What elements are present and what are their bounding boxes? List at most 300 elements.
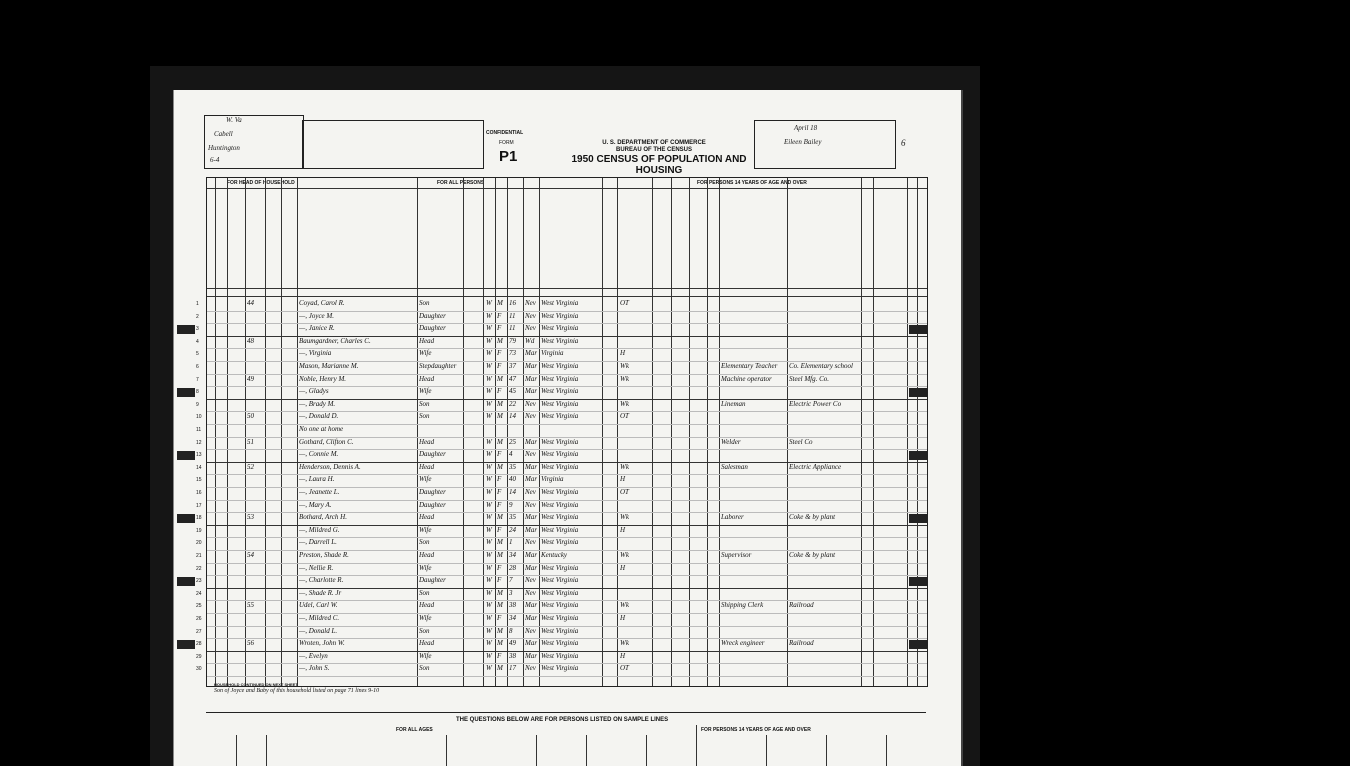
birthplace: West Virginia: [541, 387, 579, 396]
row-number: 10: [196, 414, 202, 421]
row-number: 20: [196, 540, 202, 547]
race: W: [486, 349, 492, 358]
table-row: [196, 399, 927, 411]
birthplace: West Virginia: [541, 462, 579, 471]
marital-status: Mar: [525, 639, 538, 648]
continued-label: HOUSEHOLD CONTINUED ON NEXT SHEET: [214, 682, 298, 687]
age: 16: [509, 299, 516, 307]
person-name: —, Jeanette L.: [299, 488, 340, 496]
race: W: [486, 626, 492, 635]
age: 17: [509, 664, 516, 673]
household-header: FOR HEAD OF HOUSEHOLD: [227, 180, 295, 186]
age: 14: [509, 488, 516, 496]
marital-status: Nev: [525, 588, 536, 597]
sex: M: [497, 588, 503, 597]
age: 4: [509, 450, 513, 459]
employment-status: OT: [620, 299, 629, 307]
race: W: [486, 588, 492, 597]
sex: F: [497, 387, 502, 396]
sample-line-marker: [909, 577, 927, 586]
address-box: [302, 120, 484, 169]
birthplace: West Virginia: [541, 488, 579, 496]
age: 25: [509, 437, 516, 446]
sample-title: THE QUESTIONS BELOW ARE FOR PERSONS LISTED ON SAMPLE LINES: [456, 717, 669, 723]
birthplace: West Virginia: [541, 324, 579, 333]
row-number: 8: [196, 389, 199, 396]
birthplace: West Virginia: [541, 399, 579, 408]
birthplace: West Virginia: [541, 299, 579, 307]
marital-status: Nev: [525, 576, 536, 585]
race: W: [486, 614, 492, 622]
dwelling-number: 50: [247, 412, 254, 421]
ed-value: 6-4: [210, 156, 220, 164]
rows-top-divider: [207, 296, 927, 297]
sex: F: [497, 311, 502, 320]
marital-status: Nev: [525, 324, 536, 333]
marital-status: Mar: [525, 525, 538, 534]
row-number: 5: [196, 351, 199, 358]
dwelling-number: 54: [247, 551, 254, 559]
row-number: 18: [196, 515, 202, 522]
race: W: [486, 475, 492, 484]
sex: M: [497, 551, 503, 559]
sex: M: [497, 399, 503, 408]
col-line: [696, 725, 697, 766]
sex: F: [497, 349, 502, 358]
col-line: [266, 735, 267, 766]
industry: Coke & by plant: [789, 513, 836, 522]
relationship: Son: [419, 664, 430, 673]
sex: F: [497, 488, 502, 496]
person-name: Bothard, Arch H.: [299, 513, 347, 522]
person-name: Preston, Shade R.: [299, 551, 349, 559]
employment-status: Wk: [620, 513, 629, 522]
birthplace: Virginia: [541, 349, 564, 358]
table-row: [196, 462, 927, 474]
race: W: [486, 601, 492, 610]
occupation: Salesman: [721, 462, 748, 471]
marital-status: Mar: [525, 475, 538, 484]
person-name: Udel, Carl W.: [299, 601, 338, 610]
age: 24: [509, 525, 516, 534]
birthplace: West Virginia: [541, 664, 579, 673]
marital-status: Mar: [525, 362, 538, 370]
relationship: Wife: [419, 651, 432, 660]
race: W: [486, 551, 492, 559]
sex: M: [497, 412, 503, 421]
person-name: Mason, Marianne M.: [299, 362, 359, 370]
sex: M: [497, 664, 503, 673]
employment-status: Wk: [620, 399, 629, 408]
sex: M: [497, 538, 503, 547]
row-number: 16: [196, 490, 202, 496]
table-row: [196, 550, 927, 562]
relationship: Wife: [419, 349, 432, 358]
census-sheet: [173, 90, 963, 766]
row-number: 2: [196, 313, 199, 320]
age: 73: [509, 349, 516, 358]
marital-status: Nev: [525, 450, 536, 459]
confidential-label: CONFIDENTIAL: [486, 130, 524, 136]
county-value: Cabell: [214, 130, 233, 138]
person-name: —, Janice R.: [299, 324, 335, 333]
table-row: [196, 525, 927, 537]
employment-status: Wk: [620, 601, 629, 610]
birthplace: West Virginia: [541, 601, 579, 610]
age: 8: [509, 626, 513, 635]
all-persons-header: FOR ALL PERSONS: [437, 180, 485, 186]
table-row: [196, 563, 927, 575]
marital-status: Mar: [525, 614, 538, 622]
row-number: 1: [196, 301, 199, 307]
row-number: 13: [196, 452, 202, 459]
person-name: —, Mildred C.: [299, 614, 340, 622]
age: 11: [509, 311, 516, 320]
relationship: Head: [419, 601, 435, 610]
col-line: [766, 735, 767, 766]
sample-line-marker: [909, 514, 927, 523]
age: 28: [509, 563, 516, 572]
table-row: [196, 374, 927, 386]
bureau-title: BUREAU OF THE CENSUS: [615, 147, 692, 153]
age: 45: [509, 387, 516, 396]
row-number: 21: [196, 553, 202, 559]
row-number: 17: [196, 502, 202, 509]
relationship: Son: [419, 412, 430, 421]
age: 3: [509, 588, 513, 597]
relationship: Head: [419, 336, 435, 345]
relationship: Head: [419, 551, 435, 559]
sample-line-marker: [177, 577, 195, 586]
birthplace: West Virginia: [541, 651, 579, 660]
relationship: Head: [419, 374, 435, 383]
employment-status: Wk: [620, 362, 629, 370]
household-note: Son of Joyce and Baby of this household listed on page 71 lines 9-10: [214, 688, 380, 694]
header-divider: [207, 188, 927, 189]
race: W: [486, 462, 492, 471]
table-row: [196, 424, 927, 436]
dwelling-number: 48: [247, 336, 254, 345]
col-line: [536, 735, 537, 766]
relationship: Wife: [419, 614, 432, 622]
person-name: —, Connie M.: [299, 450, 339, 459]
row-number: 29: [196, 653, 202, 660]
employment-status: H: [620, 614, 626, 622]
marital-status: Mar: [525, 437, 538, 446]
age: 35: [509, 462, 516, 471]
table-row: [196, 651, 927, 663]
person-name: Henderson, Dennis A.: [299, 462, 361, 471]
age: 7: [509, 576, 513, 585]
age: 34: [509, 551, 516, 559]
birthplace: West Virginia: [541, 513, 579, 522]
birthplace: West Virginia: [541, 525, 579, 534]
marital-status: Mar: [525, 374, 538, 383]
table-row: [196, 600, 927, 612]
person-name: —, Nellie R.: [299, 563, 334, 572]
race: W: [486, 387, 492, 396]
relationship: Son: [419, 588, 430, 597]
marital-status: Nev: [525, 299, 536, 307]
birthplace: West Virginia: [541, 362, 579, 370]
industry: Co. Elementary school: [789, 362, 853, 370]
birthplace: Virginia: [541, 475, 564, 484]
sex: F: [497, 324, 502, 333]
race: W: [486, 563, 492, 572]
sex: M: [497, 639, 503, 648]
sex: F: [497, 576, 502, 585]
race: W: [486, 525, 492, 534]
col-line: [236, 735, 237, 766]
table-row: [196, 411, 927, 423]
occupation: Machine operator: [721, 374, 772, 383]
birthplace: West Virginia: [541, 626, 579, 635]
sex: F: [497, 362, 502, 370]
row-divider: [207, 676, 927, 677]
relationship: Son: [419, 399, 430, 408]
industry: Electric Power Co: [789, 399, 842, 408]
occupation: Laborer: [721, 513, 744, 522]
table-row: [196, 323, 927, 335]
employment-status: OT: [620, 412, 629, 421]
table-row: [196, 613, 927, 625]
age: 47: [509, 374, 516, 383]
marital-status: Nev: [525, 399, 536, 408]
state-value: W. Va: [226, 116, 242, 124]
sample-age14: FOR PERSONS 14 YEARS OF AGE AND OVER: [701, 727, 811, 733]
sex: F: [497, 450, 502, 459]
dwelling-number: 55: [247, 601, 254, 610]
person-name: No one at home: [299, 425, 344, 433]
form-id: P1: [499, 148, 518, 165]
sample-line-marker: [909, 451, 927, 460]
relationship: Wife: [419, 387, 432, 396]
marital-status: Nev: [525, 626, 536, 635]
race: W: [486, 399, 492, 408]
table-row: [196, 663, 927, 675]
sex: M: [497, 462, 503, 471]
person-name: —, Virginia: [299, 349, 332, 358]
relationship: Daughter: [419, 500, 446, 509]
sample-all-ages: FOR ALL AGES: [396, 727, 433, 733]
person-name: —, Joyce M.: [299, 311, 334, 320]
race: W: [486, 488, 492, 496]
table-row: [196, 487, 927, 499]
age: 38: [509, 601, 516, 610]
age: 22: [509, 399, 516, 408]
person-name: —, Darrell L.: [299, 538, 337, 547]
relationship: Wife: [419, 563, 432, 572]
row-number: 4: [196, 338, 199, 345]
industry: Railroad: [789, 639, 814, 648]
person-name: Wroten, John W.: [299, 639, 345, 648]
birthplace: West Virginia: [541, 412, 579, 421]
occupation: Shipping Clerk: [721, 601, 764, 610]
sex: F: [497, 500, 502, 509]
birthplace: West Virginia: [541, 437, 579, 446]
marital-status: Mar: [525, 651, 538, 660]
dwelling-number: 52: [247, 462, 254, 471]
place-value: Huntington: [208, 144, 240, 152]
person-name: —, Mary A.: [299, 500, 332, 509]
dwelling-number: 49: [247, 374, 254, 383]
race: W: [486, 513, 492, 522]
employment-status: H: [620, 525, 626, 534]
table-row: [196, 437, 927, 449]
age: 34: [509, 614, 516, 622]
col-line: [586, 735, 587, 766]
sex: F: [497, 525, 502, 534]
sex: M: [497, 513, 503, 522]
employment-status: OT: [620, 488, 629, 496]
sex: M: [497, 437, 503, 446]
birthplace: West Virginia: [541, 311, 579, 320]
sample-lines-section: [206, 712, 926, 766]
dwelling-number: 44: [247, 299, 254, 307]
table-row: [196, 449, 927, 461]
race: W: [486, 437, 492, 446]
age: 38: [509, 651, 516, 660]
marital-status: Mar: [525, 462, 538, 471]
race: W: [486, 651, 492, 660]
table-row: [196, 348, 927, 360]
sample-line-marker: [909, 325, 927, 334]
census-title: 1950 CENSUS OF POPULATION AND HOUSING: [571, 154, 747, 176]
marital-status: Nev: [525, 412, 536, 421]
row-number: 9: [196, 401, 199, 408]
sex: F: [497, 475, 502, 484]
industry: Steel Mfg. Co.: [789, 374, 830, 383]
race: W: [486, 500, 492, 509]
person-name: —, Charlotte R.: [299, 576, 344, 585]
age: 1: [509, 538, 513, 547]
occupation: Supervisor: [721, 551, 752, 559]
relationship: Son: [419, 299, 430, 307]
table-row: [196, 298, 927, 310]
dwelling-number: 56: [247, 639, 254, 648]
relationship: Head: [419, 437, 435, 446]
race: W: [486, 639, 492, 648]
table-row: [196, 386, 927, 398]
age: 79: [509, 336, 516, 345]
birthplace: West Virginia: [541, 576, 579, 585]
person-name: Noble, Henry M.: [299, 374, 347, 383]
birthplace: West Virginia: [541, 538, 579, 547]
enumerator-value: Eileen Bailey: [784, 138, 822, 146]
table-row: [196, 336, 927, 348]
relationship: Son: [419, 626, 430, 635]
marital-status: Nev: [525, 664, 536, 673]
row-number: 11: [196, 427, 202, 433]
relationship: Head: [419, 462, 435, 471]
table-row: [196, 512, 927, 524]
person-name: —, Brady M.: [299, 399, 336, 408]
birthplace: West Virginia: [541, 374, 579, 383]
table-row: [196, 537, 927, 549]
marital-status: Mar: [525, 513, 538, 522]
employment-status: H: [620, 651, 626, 660]
table-row: [196, 311, 927, 323]
row-number: 25: [196, 603, 202, 610]
table-row: [196, 474, 927, 486]
sex: M: [497, 299, 503, 307]
person-name: —, Evelyn: [299, 651, 328, 660]
row-number: 14: [196, 464, 202, 471]
sex: F: [497, 614, 502, 622]
table-row: [196, 588, 927, 600]
dwelling-number: 51: [247, 437, 254, 446]
employment-status: Wk: [620, 462, 629, 471]
birthplace: West Virginia: [541, 336, 579, 345]
marital-status: Mar: [525, 349, 538, 358]
sample-line-marker: [177, 640, 195, 649]
col-line: [646, 735, 647, 766]
race: W: [486, 538, 492, 547]
person-name: —, Donald D.: [299, 412, 339, 421]
row-number: 27: [196, 628, 202, 635]
occupation: Wreck engineer: [721, 639, 765, 648]
employment-status: OT: [620, 664, 629, 673]
table-row: [196, 575, 927, 587]
relationship: Daughter: [419, 311, 446, 320]
industry: Coke & by plant: [789, 551, 836, 559]
relationship: Wife: [419, 475, 432, 484]
sample-line-marker: [177, 451, 195, 460]
race: W: [486, 336, 492, 345]
row-number: 30: [196, 666, 202, 673]
col-line: [446, 735, 447, 766]
row-number: 19: [196, 527, 202, 534]
relationship: Daughter: [419, 488, 446, 496]
relationship: Daughter: [419, 450, 446, 459]
sample-line-marker: [177, 514, 195, 523]
marital-status: Mar: [525, 563, 538, 572]
sample-line-marker: [909, 640, 927, 649]
relationship: Son: [419, 538, 430, 547]
race: W: [486, 664, 492, 673]
sample-line-marker: [177, 388, 195, 397]
sex: M: [497, 626, 503, 635]
sample-line-marker: [909, 388, 927, 397]
marital-status: Mar: [525, 551, 538, 559]
person-name: —, Shade R. Jr: [299, 588, 342, 597]
birthplace: West Virginia: [541, 500, 579, 509]
race: W: [486, 450, 492, 459]
col-line: [826, 735, 827, 766]
col-line: [886, 735, 887, 766]
person-name: Coyad, Carol R.: [299, 299, 345, 307]
row-number: 6: [196, 364, 199, 370]
birthplace: West Virginia: [541, 639, 579, 648]
person-name: —, Donald L.: [299, 626, 338, 635]
table-row: [196, 626, 927, 638]
marital-status: Mar: [525, 601, 538, 610]
relationship: Head: [419, 513, 435, 522]
row-number: 7: [196, 376, 199, 383]
employment-status: Wk: [620, 374, 629, 383]
census-table: [196, 177, 928, 687]
birthplace: West Virginia: [541, 588, 579, 597]
relationship: Stepdaughter: [419, 362, 457, 370]
employment-status: H: [620, 475, 626, 484]
date-value: April 18: [794, 124, 818, 132]
birthplace: West Virginia: [541, 563, 579, 572]
sample-line-marker: [177, 325, 195, 334]
sex: F: [497, 651, 502, 660]
table-row: [196, 500, 927, 512]
age14-header: FOR PERSONS 14 YEARS OF AGE AND OVER: [697, 180, 807, 186]
row-number: 23: [196, 578, 202, 585]
